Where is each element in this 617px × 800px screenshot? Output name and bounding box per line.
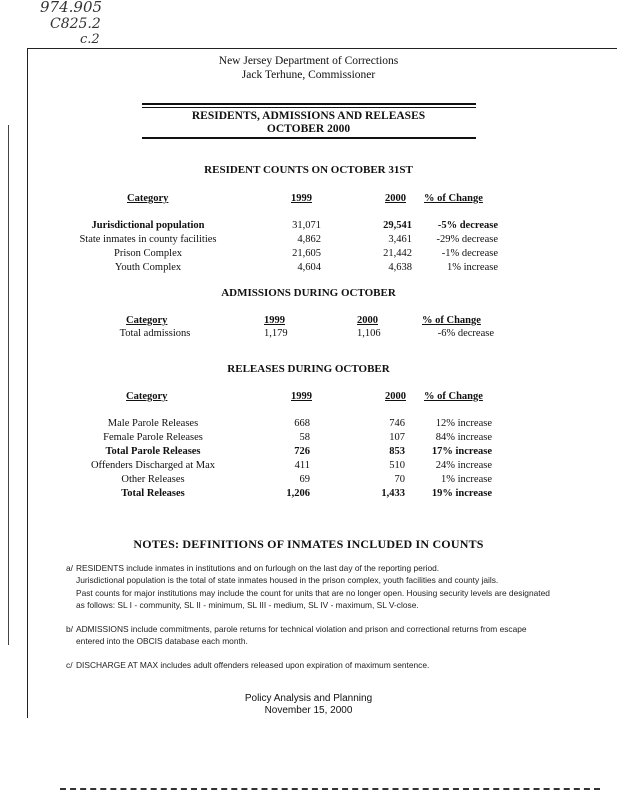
row-1999: 58: [299, 432, 310, 443]
row-category: Jurisdictional population: [91, 220, 205, 231]
row-1999: 668: [294, 418, 310, 429]
row-change: 12% increase: [435, 418, 492, 429]
report-title: RESIDENTS, ADMISSIONS AND RELEASES: [191, 110, 426, 122]
row-2000: 1,433: [381, 488, 405, 499]
col-header-change: % of Change: [424, 391, 483, 402]
row-category: Male Parole Releases: [107, 418, 199, 429]
row-2000: 853: [389, 446, 405, 457]
col-header-2000: 2000: [385, 193, 406, 204]
row-change: 1% increase: [446, 262, 498, 273]
scan-bottom-edge: [60, 788, 600, 790]
row-change: 24% increase: [435, 460, 492, 471]
footer-date: November 15, 2000: [264, 705, 353, 716]
row-1999: 4,604: [297, 262, 321, 273]
title-rule-top-thin: [142, 107, 476, 108]
row-1999: 1,179: [264, 328, 288, 339]
row-change: 17% increase: [431, 446, 492, 457]
col-header-1999: 1999: [291, 391, 312, 402]
note-b-label: b/: [66, 624, 73, 634]
note-b-line: entered into the OBCIS database each month.: [76, 636, 248, 647]
row-category: Other Releases: [121, 474, 185, 485]
row-1999: 726: [294, 446, 310, 457]
row-change: 84% increase: [435, 432, 492, 443]
commissioner-name: Jack Terhune, Commissioner: [241, 69, 376, 81]
row-2000: 3,461: [388, 234, 412, 245]
col-header-2000: 2000: [385, 391, 406, 402]
row-1999: 21,605: [292, 248, 321, 259]
note-a-line: RESIDENTS include inmates in institutions and on furlough on the last day of the reporting period.: [76, 563, 440, 573]
report-period: OCTOBER 2000: [266, 123, 351, 135]
resident-counts-table: [0, 192, 617, 282]
row-category: Total Releases: [121, 488, 185, 499]
handwritten-copy-number: c.2: [80, 32, 100, 47]
row-1999: 31,071: [292, 220, 321, 231]
row-2000: 21,442: [383, 248, 412, 259]
row-change: -29% decrease: [436, 234, 498, 245]
note-b-line: ADMISSIONS include commitments, parole returns for technical violation and prison and correctional returns from escape: [76, 624, 527, 634]
row-2000: 510: [389, 460, 405, 471]
note-c: [66, 659, 576, 671]
note-a-label: a/: [66, 563, 73, 573]
title-rule-top: [142, 103, 476, 105]
row-change: -5% decrease: [437, 220, 498, 231]
row-2000: 107: [389, 432, 405, 443]
page-border-top: [27, 48, 617, 49]
row-2000: 746: [389, 418, 405, 429]
row-change: 1% increase: [440, 474, 492, 485]
row-category: Youth Complex: [114, 262, 182, 273]
row-category: State inmates in county facilities: [79, 234, 217, 245]
releases-heading: RELEASES DURING OCTOBER: [227, 363, 390, 375]
row-2000: 4,638: [388, 262, 412, 273]
note-b: [66, 623, 576, 648]
col-header-category: Category: [127, 193, 169, 204]
col-header-1999: 1999: [264, 315, 285, 326]
row-category: Total Parole Releases: [105, 446, 201, 457]
resident-counts-heading: RESIDENT COUNTS ON OCTOBER 31ST: [204, 164, 413, 176]
note-a-line: as follows: SL I - community, SL II - minimum, SL III - medium, SL IV - maximum, SL V-close.: [76, 599, 419, 610]
row-1999: 1,206: [286, 488, 310, 499]
row-1999: 411: [294, 460, 310, 471]
note-c-label: c/: [66, 660, 73, 670]
row-2000: 1,106: [357, 328, 381, 339]
row-1999: 4,862: [297, 234, 321, 245]
row-change: -6% decrease: [437, 328, 494, 339]
col-header-change: % of Change: [422, 315, 481, 326]
title-rule-bottom: [142, 137, 476, 139]
row-category: Prison Complex: [114, 248, 182, 259]
row-category: Offenders Discharged at Max: [90, 460, 216, 471]
col-header-1999: 1999: [291, 193, 312, 204]
releases-table: [0, 390, 617, 505]
note-a: [66, 562, 576, 611]
notes-title: NOTES: DEFINITIONS OF INMATES INCLUDED IN COUNTS: [133, 537, 484, 551]
handwritten-call-number: 974.905: [40, 0, 103, 16]
note-a-line: Jurisdictional population is the total of state inmates housed in the prison complex, youth facilities and county jails.: [76, 575, 499, 586]
admissions-table: [0, 314, 617, 344]
row-category: Total admissions: [119, 328, 191, 339]
footer-unit: Policy Analysis and Planning: [244, 693, 373, 704]
row-1999: 69: [299, 474, 310, 485]
page-border-left: [27, 48, 28, 718]
row-2000: 70: [394, 474, 405, 485]
handwritten-cutter-number: C825.2: [50, 16, 101, 32]
note-a-line: Past counts for major institutions may include the count for units that are no longer open. Housing security levels are designated: [76, 587, 550, 598]
col-header-change: % of Change: [424, 193, 483, 204]
col-header-category: Category: [126, 315, 168, 326]
department-name: New Jersey Department of Corrections: [218, 55, 399, 67]
admissions-heading: ADMISSIONS DURING OCTOBER: [221, 287, 396, 299]
note-c-line: DISCHARGE AT MAX includes adult offenders released upon expiration of maximum sentence.: [76, 660, 430, 670]
row-change: 19% increase: [431, 488, 492, 499]
col-header-category: Category: [126, 391, 168, 402]
col-header-2000: 2000: [357, 315, 378, 326]
row-category: Female Parole Releases: [103, 432, 203, 443]
row-change: -1% decrease: [441, 248, 498, 259]
row-2000: 29,541: [383, 220, 412, 231]
